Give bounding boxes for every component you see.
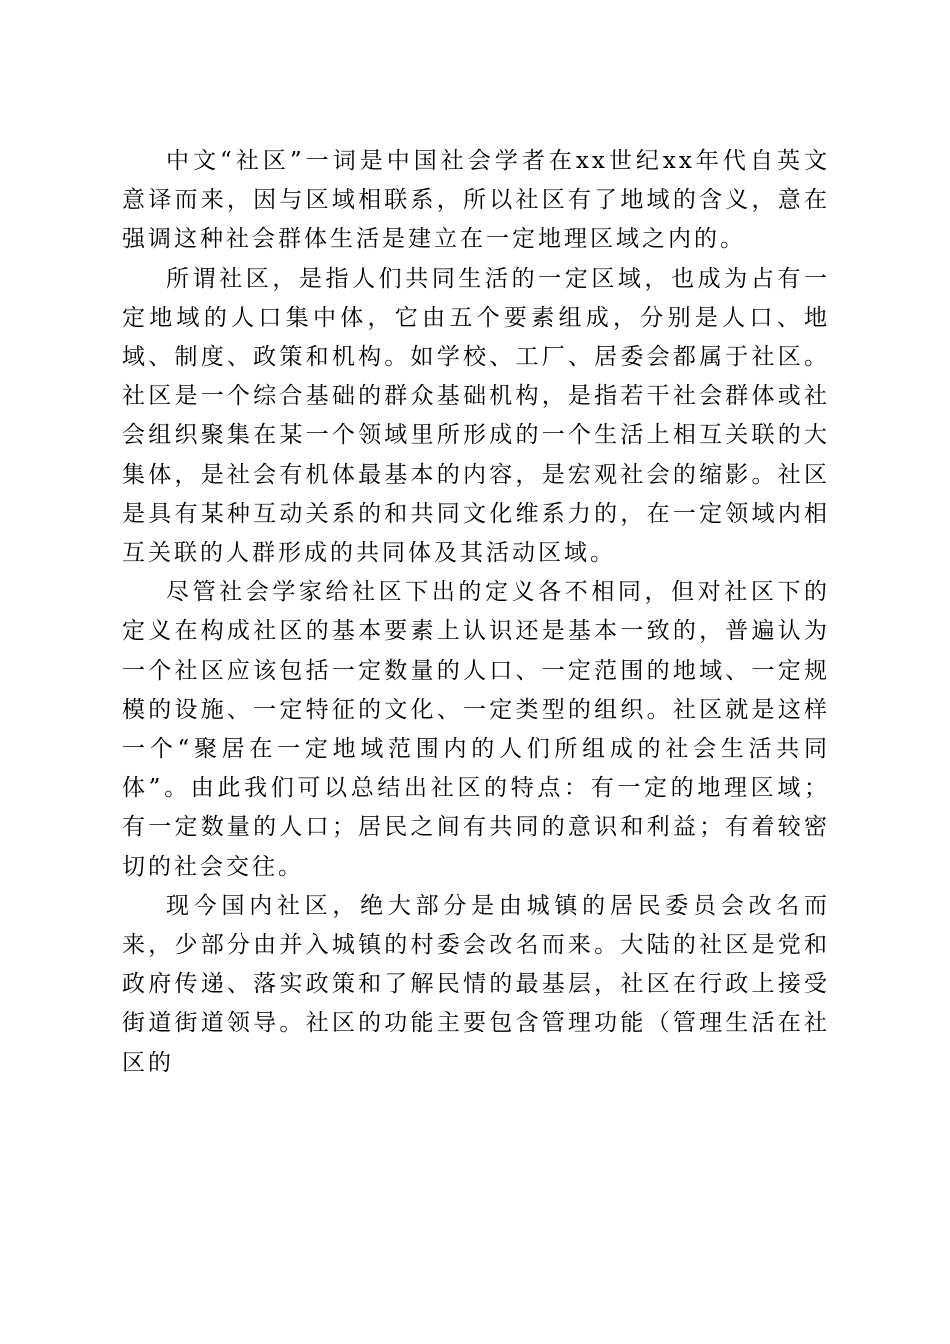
paragraph-4: 现今国内社区，绝大部分是由城镇的居民委员会改名而来，少部分由并入城镇的村委会改名而来。大陆的社区是党和政府传递、落实政策和了解民情的最基层，社区在行政上接受街道街道领导。社区的功能主要包含管理功能（管理生活在社区的: [122, 892, 830, 1076]
paragraph-2: 所谓社区，是指人们共同生活的一定区域，也成为占有一定地域的人口集中体，它由五个要素组成，分别是人口、地域、制度、政策和机构。如学校、工厂、居委会都属于社区。社区是一个综合基础的群众基础机构，是指若干社会群体或社会组织聚集在某一个领域里所形成的一个生活上相互关联的大集体，是社会有机体最基本的内容，是宏观社会的缩影。社区是具有某种互动关系的和共同文化维系力的，在一定领域内相互关联的人群形成的共同体及其活动区域。: [122, 265, 830, 567]
document-body: [122, 142, 830, 1083]
paragraph-3: 尽管社会学家给社区下出的定义各不相同，但对社区下的定义在构成社区的基本要素上认识还是基本一致的，普遍认为一个社区应该包括一定数量的人口、一定范围的地域、一定规模的设施、一定特征的文化、一定类型的组织。社区就是这样一个“聚居在一定地域范围内的人们所组成的社会生活共同体”。由此我们可以总结出社区的特点：有一定的地理区域；有一定数量的人口；居民之间有共同的意识和利益；有着较密切的社会交往。: [122, 579, 830, 880]
paragraph-1: 中文“社区”一词是中国社会学者在xx世纪xx年代自英文意译而来，因与区域相联系，所以社区有了地域的含义，意在强调这种社会群体生活是建立在一定地理区域之内的。: [122, 148, 830, 253]
